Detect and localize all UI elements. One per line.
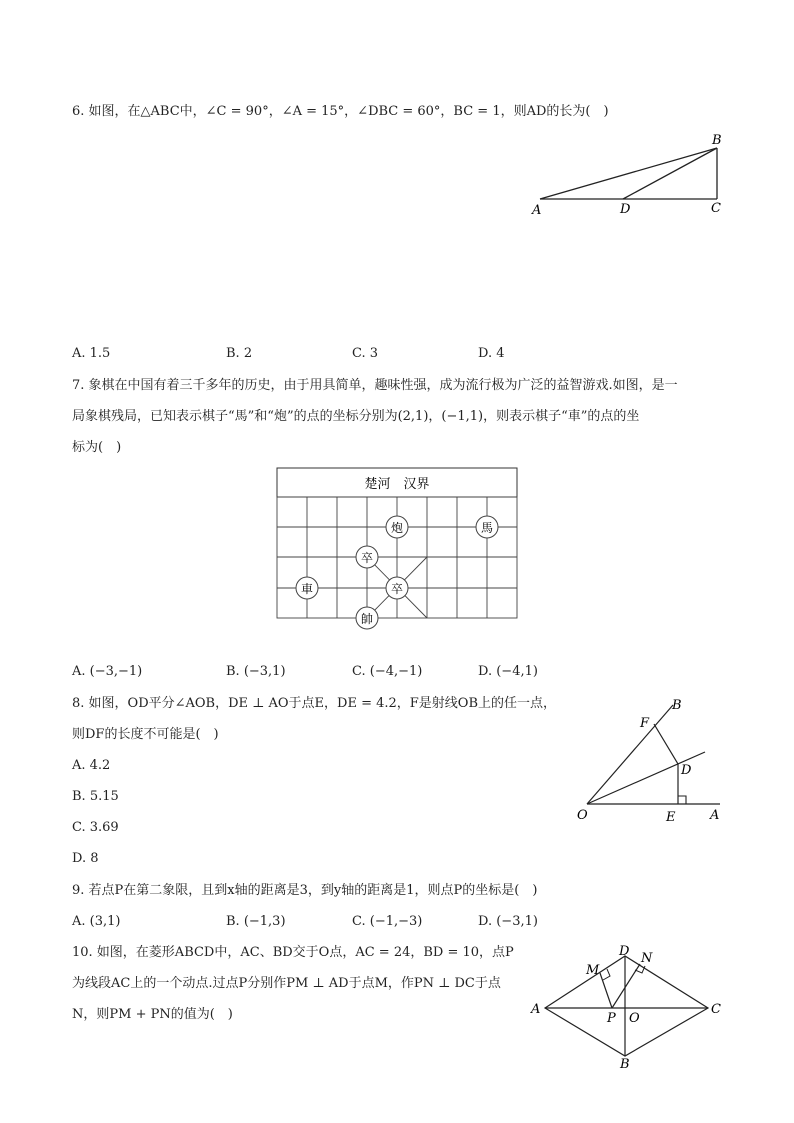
q8-stem-line2: 则DF的长度不可能是( ): [72, 727, 219, 742]
q10-label-n: N: [641, 951, 653, 966]
q7-piece-shuai: [356, 607, 378, 629]
q10-label-o: O: [629, 1011, 640, 1026]
svg-text:帥: 帥: [360, 612, 374, 626]
q6-triangle-figure: [525, 130, 725, 220]
q7-stem-line2: 局象棋残局，已知表示棋子“馬”和“炮”的点的坐标分别为(2,1)，(−1,1)，则表示棋子“車”的点的坐: [72, 409, 640, 424]
q6-label-c: C: [711, 201, 721, 216]
q10-rhombus-figure: [525, 944, 725, 1074]
q8-label-d: D: [681, 763, 692, 778]
q8-option-a: A. 4.2: [72, 758, 111, 773]
q7-piece-ma: [476, 516, 498, 538]
q7-option-c: C. (−4,−1): [352, 664, 423, 679]
q6-option-a: A. 1.5: [72, 346, 111, 361]
q8-stem-line1: 8. 如图，OD平分∠AOB，DE ⊥ AO于点E，DE = 4.2，F是射线OB上的任一点，: [72, 696, 557, 711]
q6-label-b: B: [712, 133, 722, 148]
q10-label-m: M: [586, 963, 600, 978]
svg-text:炮: 炮: [390, 521, 404, 535]
q8-label-a: A: [710, 808, 720, 823]
q9-option-d: D. (−3,1): [478, 914, 538, 929]
q7-chess-board: [270, 464, 526, 634]
q7-stem-line1: 7. 象棋在中国有着三千多年的历史，由于用具简单，趣味性强，成为流行极为广泛的益智游戏.如图，是一: [72, 378, 678, 393]
q9-stem: 9. 若点P在第二象限，且到x轴的距离是3，到y轴的距离是1，则点P的坐标是( ): [72, 883, 538, 898]
q7-river-label: 楚河 汉界: [364, 477, 430, 492]
q6-label-d: D: [620, 202, 631, 217]
q8-label-b: B: [672, 698, 682, 713]
q8-option-c: C. 3.69: [72, 820, 119, 835]
q10-label-p: P: [607, 1011, 616, 1026]
q10-label-d: D: [619, 944, 630, 959]
q6-option-b: B. 2: [226, 346, 253, 361]
q10-stem-line1: 10. 如图，在菱形ABCD中，AC、BD交于O点，AC = 24，BD = 10，点P: [72, 945, 514, 960]
q10-label-a: A: [531, 1002, 541, 1017]
q8-label-o: O: [577, 808, 588, 823]
svg-text:卒: 卒: [360, 551, 374, 565]
q7-piece-zu-2: [386, 577, 408, 599]
q6-option-c: C. 3: [352, 346, 379, 361]
q6-stem: 6. 如图，在△ABC中，∠C = 90°，∠A = 15°，∠DBC = 60°，BC = 1，则AD的长为( ): [72, 104, 609, 119]
q7-option-b: B. (−3,1): [226, 664, 286, 679]
q6-option-d: D. 4: [478, 346, 505, 361]
q7-piece-pao: [386, 516, 408, 538]
q10-stem-line3: N，则PM + PN的值为( ): [72, 1007, 233, 1022]
q10-label-b: B: [620, 1057, 630, 1072]
q8-label-e: E: [666, 810, 676, 825]
q10-label-c: C: [711, 1002, 721, 1017]
q7-stem-line3: 标为( ): [72, 440, 122, 455]
q7-board-grid: [277, 497, 517, 618]
q7-option-a: A. (−3,−1): [72, 664, 143, 679]
q6-label-a: A: [532, 203, 542, 218]
svg-text:車: 車: [300, 582, 314, 596]
svg-text:卒: 卒: [390, 582, 404, 596]
q7-piece-zu-1: [356, 546, 378, 568]
q7-option-d: D. (−4,1): [478, 664, 538, 679]
q8-angle-figure: [570, 694, 730, 830]
q7-piece-ju: [296, 577, 318, 599]
q10-stem-line2: 为线段AC上的一个动点.过点P分别作PM ⊥ AD于点M，作PN ⊥ DC于点: [72, 976, 501, 991]
q9-option-b: B. (−1,3): [226, 914, 286, 929]
q8-label-f: F: [640, 716, 650, 731]
q8-option-b: B. 5.15: [72, 789, 119, 804]
svg-text:馬: 馬: [480, 521, 494, 535]
q9-option-c: C. (−1,−3): [352, 914, 423, 929]
q8-option-d: D. 8: [72, 851, 99, 866]
q9-option-a: A. (3,1): [72, 914, 121, 929]
